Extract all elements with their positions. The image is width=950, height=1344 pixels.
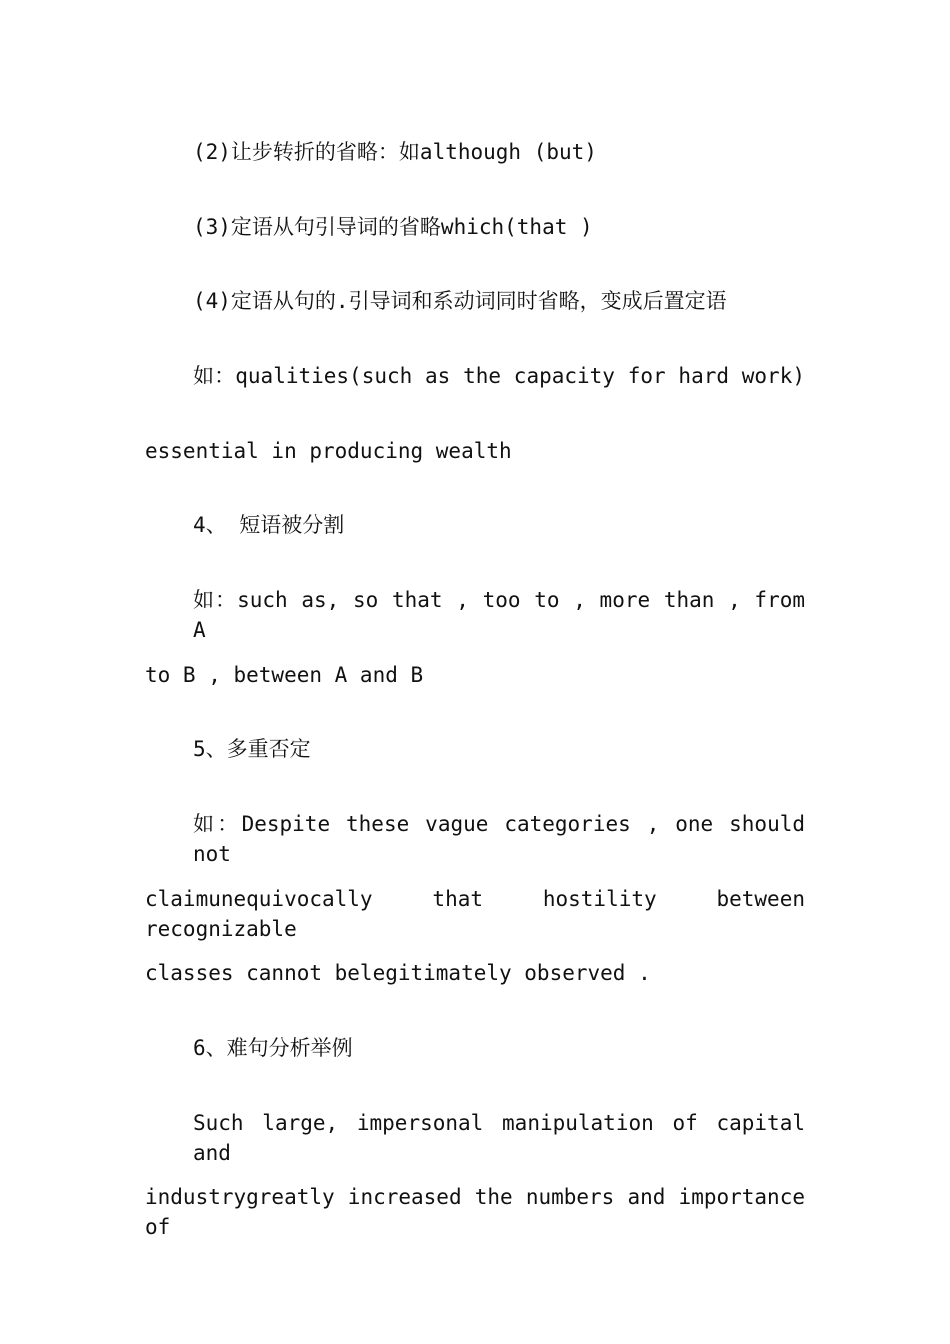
text-line-example-despite-cont: claimunequivocally that hostility between recognizable <box>145 887 805 941</box>
section-heading-multiple-negation: 5、多重否定 <box>193 737 311 761</box>
text-line-example-despite: 如：Despite these vague categories , one should not <box>193 812 805 866</box>
section-heading-phrase-split: 4、 短语被分割 <box>193 513 345 537</box>
text-line-ellipsis-relative-pronoun: (3)定语从句引导词的省略which(that ) <box>193 215 593 239</box>
text-line-example-phrases: 如：such as, so that , too to , more than , from A <box>193 588 805 642</box>
text-line-example-qualities: 如：qualities(such as the capacity for hard work) <box>193 364 805 388</box>
text-line-example-such-large-cont: industrygreatly increased the numbers and importance of <box>145 1185 805 1239</box>
text-line-example-qualities-cont: essential in producing wealth <box>145 439 512 463</box>
section-heading-difficult-sentences: 6、难句分析举例 <box>193 1036 353 1060</box>
text-line-ellipsis-post-modifier: (4)定语从句的.引导词和系动词同时省略，变成后置定语 <box>193 289 727 313</box>
text-line-ellipsis-concession: (2)让步转折的省略：如although (but) <box>193 140 597 164</box>
text-line-example-such-large: Such large, impersonal manipulation of capital and <box>193 1111 805 1165</box>
text-line-example-phrases-cont: to B , between A and B <box>145 663 424 687</box>
text-line-example-despite-end: classes cannot belegitimately observed . <box>145 961 651 985</box>
